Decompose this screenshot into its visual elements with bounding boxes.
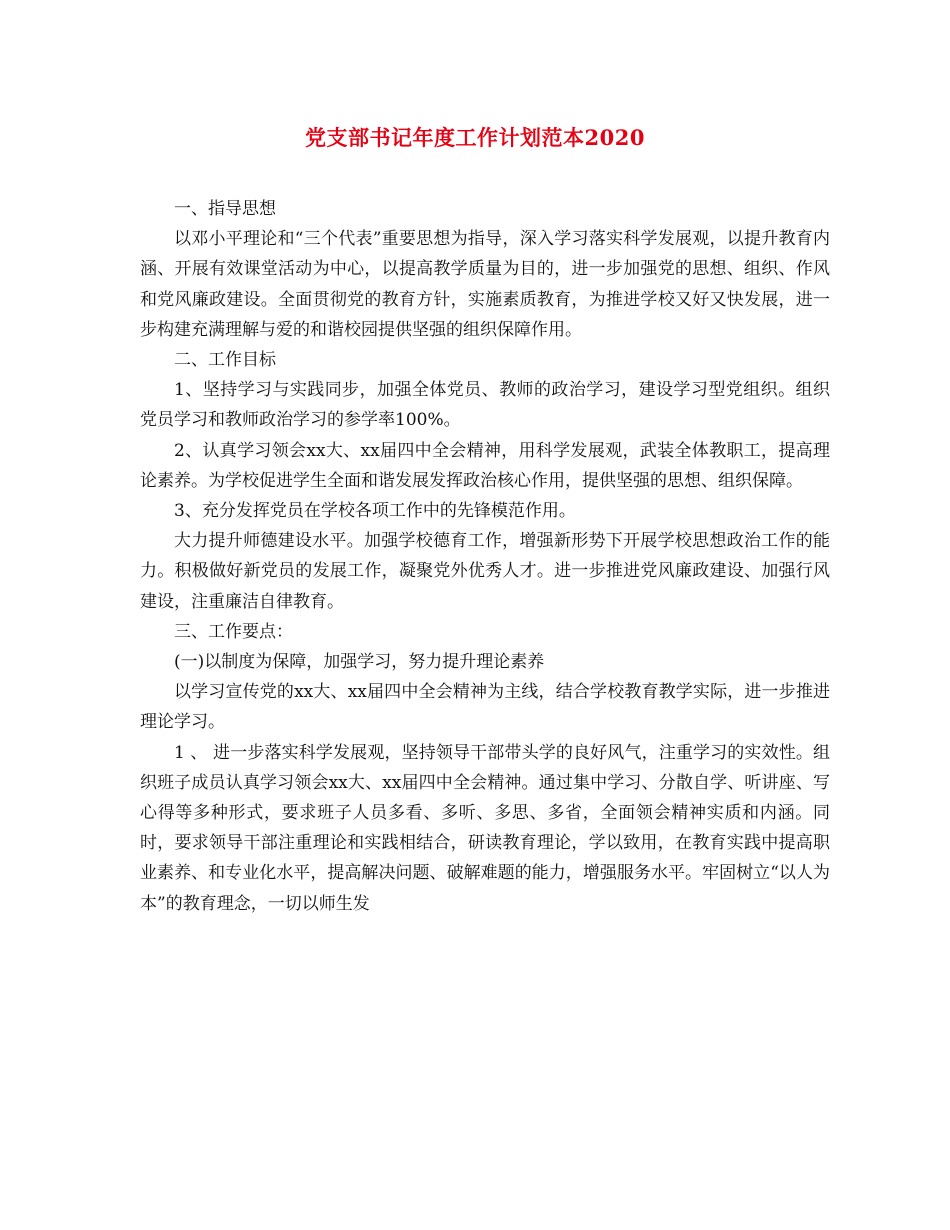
- paragraph-ethics: 大力提升师德建设水平。加强学校德育工作，增强新形势下开展学校思想政治工作的能力。积极做好新党员的发展工作，凝聚党外优秀人才。进一步推进党风廉政建设、加强行风建设，注重廉洁自律教育。: [140, 531, 830, 612]
- document-body: [140, 194, 830, 919]
- paragraph-goal-1: 1、坚持学习与实践同步，加强全体党员、教师的政治学习，建设学习型党组织。组织党员学习和教师政治学习的参学率100%。: [140, 380, 830, 431]
- paragraph-goal-3: 3、充分发挥党员在学校各项工作中的先锋模范作用。: [174, 501, 576, 522]
- section-heading-work-points: 三、工作要点：: [174, 621, 293, 642]
- paragraph-point-1: 1 、 进一步落实科学发展观，坚持领导干部带头学的良好风气，注重学习的实效性。组织班子成员认真学习领会xx大、xx届四中全会精神。通过集中学习、分散自学、听讲座、写心得等多种形式，要求班子人员多看、多听、多思、多省，全面领会精神实质和内涵。同时，要求领导干部注重理论和实践相结合，研读教育理论，学以致用，在教育实践中提高职业素养、和专业化水平，提高解决问题、破解难题的能力，增强服务水平。牢固树立“以人为本”的教育理念，一切以师生发: [140, 742, 830, 914]
- paragraph-study-theme: 以学习宣传党的xx大、xx届四中全会精神为主线，结合学校教育教学实际，进一步推进理论学习。: [140, 682, 830, 733]
- section-heading-guiding-ideology: 一、指导思想: [174, 199, 276, 219]
- section-heading-work-goals: 二、工作目标: [174, 350, 276, 371]
- subsection-heading-1: (一)以制度为保障，加强学习，努力提升理论素养: [174, 652, 545, 673]
- paragraph-guiding-ideology: 以邓小平理论和“三个代表”重要思想为指导，深入学习落实科学发展观，以提升教育内涵、开展有效课堂活动为中心，以提高教学质量为目的，进一步加强党的思想、组织、作风和党风廉政建设。全面贯彻党的教育方针，实施素质教育，为推进学校又好又快发展，进一步构建充满理解与爱的和谐校园提供坚强的组织保障作用。: [140, 229, 830, 340]
- paragraph-goal-2: 2、认真学习领会xx大、xx届四中全会精神，用科学发展观，武装全体教职工，提高理论素养。为学校促进学生全面和谐发展发挥政治核心作用，提供坚强的思想、组织保障。: [140, 440, 830, 491]
- document-title: 党支部书记年度工作计划范本2020: [305, 125, 645, 150]
